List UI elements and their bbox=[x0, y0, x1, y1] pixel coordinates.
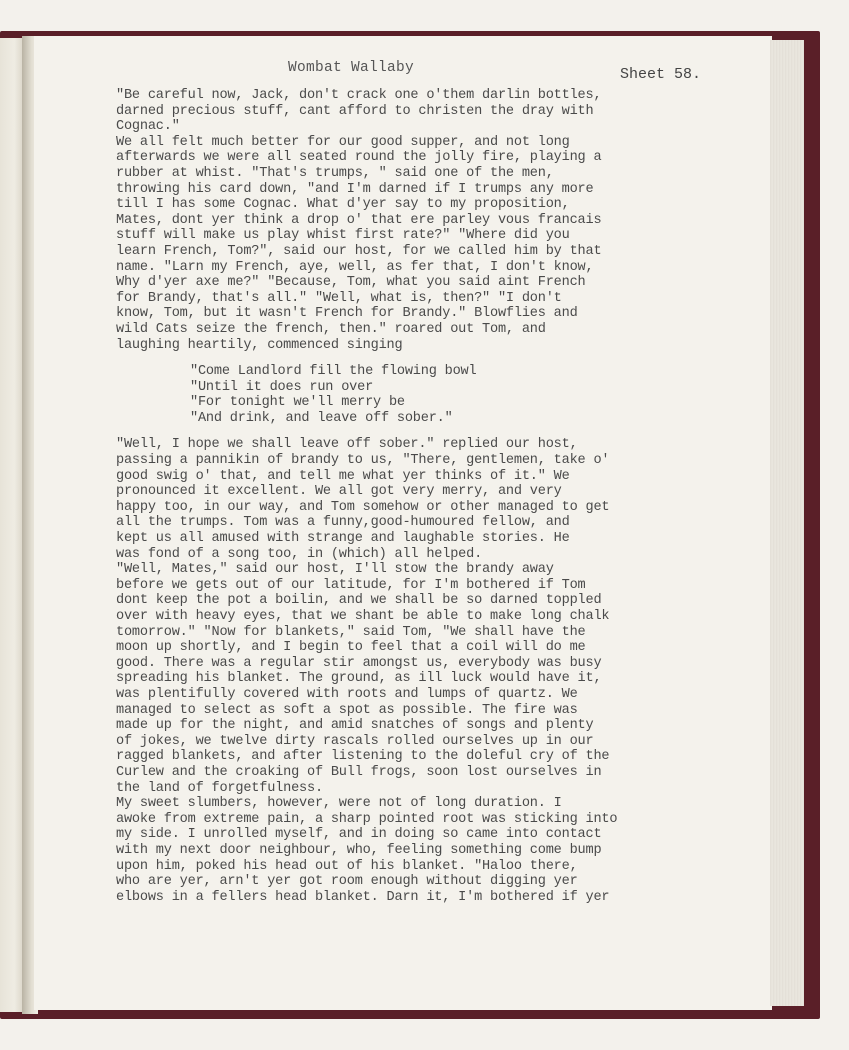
text-line: afterwards we were all seated round the jolly fire, playing a bbox=[116, 150, 602, 166]
text-line: the land of forgetfulness. bbox=[116, 780, 323, 796]
text-line: Cognac." bbox=[116, 119, 180, 135]
text-line: was fond of a song too, in (which) all helped. bbox=[116, 546, 483, 562]
text-line: managed to select as soft a spot as possible. The fire was bbox=[116, 702, 578, 718]
text-line: ragged blankets, and after listening to the doleful cry of the bbox=[116, 749, 610, 765]
verse-line: "Until it does run over bbox=[190, 379, 374, 395]
text-line: all the trumps. Tom was a funny,good-humoured fellow, and bbox=[116, 515, 570, 531]
text-line: till I has some Cognac. What d'yer say to my proposition, bbox=[116, 197, 570, 213]
verse-line: "Come Landlord fill the flowing bowl bbox=[190, 364, 477, 380]
text-line: spreading his blanket. The ground, as ill luck would have it, bbox=[116, 671, 602, 687]
text-line: "Well, Mates," said our host, I'll stow the brandy away bbox=[116, 562, 554, 578]
text-line: over with heavy eyes, that we shant be able to make long chalk bbox=[116, 609, 610, 624]
text-line: laughing heartily, commenced singing bbox=[116, 337, 403, 353]
text-line: happy too, in our way, and Tom somehow or other managed to get bbox=[116, 499, 610, 515]
text-line: good. There was a regular stir amongst us, everybody was busy bbox=[116, 655, 602, 671]
text-line: passing a pannikin of brandy to us, "There, gentlemen, take o' bbox=[116, 453, 610, 469]
text-line: My sweet slumbers, however, were not of long duration. I bbox=[116, 796, 562, 812]
text-line: learn French, Tom?", said our host, for we called him by that bbox=[116, 243, 602, 259]
text-line: with my next door neighbour, who, feeling something come bump bbox=[116, 842, 602, 858]
text-line: was plentifully covered with roots and lumps of quartz. We bbox=[116, 686, 578, 702]
text-line: know, Tom, but it wasn't French for Brandy." Blowflies and bbox=[116, 306, 578, 322]
left-page-edge bbox=[0, 38, 24, 1012]
text-line: Curlew and the croaking of Bull frogs, soon lost ourselves in bbox=[116, 764, 602, 780]
text-line: stuff will make us play whist first rate?" "Where did you bbox=[116, 228, 570, 244]
text-line: made up for the night, and amid snatches of songs and plenty bbox=[116, 718, 594, 734]
text-line: rubber at whist. "That's trumps, " said one of the men, bbox=[116, 165, 554, 181]
text-line: kept us all amused with strange and laughable stories. He bbox=[116, 531, 570, 547]
text-line: Mates, dont yer think a drop o' that ere parley vous francais bbox=[116, 212, 602, 228]
body-text bbox=[116, 88, 716, 905]
text-line: good swig o' that, and tell me what yer thinks of it." We bbox=[116, 468, 570, 484]
text-line: We all felt much better for our good supper, and not long bbox=[116, 134, 570, 150]
text-line: "Be careful now, Jack, don't crack one o'them darlin bottles, bbox=[116, 88, 602, 103]
stanza-gap bbox=[116, 426, 716, 437]
verse-line: "For tonight we'll merry be bbox=[190, 395, 405, 411]
text-line: wild Cats seize the french, then." roared out Tom, and bbox=[116, 321, 546, 337]
text-line: "Well, I hope we shall leave off sober." replied our host, bbox=[116, 437, 578, 453]
text-line: name. "Larn my French, aye, well, as fer that, I don't know, bbox=[116, 259, 594, 275]
text-line: of jokes, we twelve dirty rascals rolled ourselves up in our bbox=[116, 733, 594, 749]
text-line: pronounced it excellent. We all got very merry, and very bbox=[116, 484, 562, 500]
text-line: moon up shortly, and I begin to feel that a coil will do me bbox=[116, 640, 586, 656]
text-line: tomorrow." "Now for blankets," said Tom, "We shall have the bbox=[116, 624, 586, 640]
text-line: upon him, poked his head out of his blanket. "Haloo there, bbox=[116, 858, 578, 874]
text-line: darned precious stuff, cant afford to christen the dray with bbox=[116, 103, 594, 119]
text-line: awoke from extreme pain, a sharp pointed root was sticking into bbox=[116, 811, 618, 827]
text-line: elbows in a fellers head blanket. Darn it, I'm bothered if yer bbox=[116, 889, 610, 905]
page-stack-edges bbox=[770, 40, 804, 1006]
text-line: throwing his card down, "and I'm darned if I trumps any more bbox=[116, 181, 594, 197]
text-line: dont keep the pot a boilin, and we shall be so darned toppled bbox=[116, 593, 602, 609]
text-line: for Brandy, that's all." "Well, what is, then?" "I don't bbox=[116, 290, 562, 306]
text-line: before we gets out of our latitude, for I'm bothered if Tom bbox=[116, 577, 586, 593]
stanza-gap bbox=[116, 353, 716, 364]
page-header-title: Wombat Wallaby bbox=[288, 60, 415, 76]
text-line: who are yer, arn't yer got room enough without digging yer bbox=[116, 874, 578, 890]
verse-line: "And drink, and leave off sober." bbox=[190, 410, 453, 426]
text-line: Why d'yer axe me?" "Because, Tom, what you said aint French bbox=[116, 275, 586, 291]
sheet-number: Sheet 58. bbox=[620, 66, 702, 83]
text-line: my side. I unrolled myself, and in doing so came into contact bbox=[116, 827, 602, 843]
